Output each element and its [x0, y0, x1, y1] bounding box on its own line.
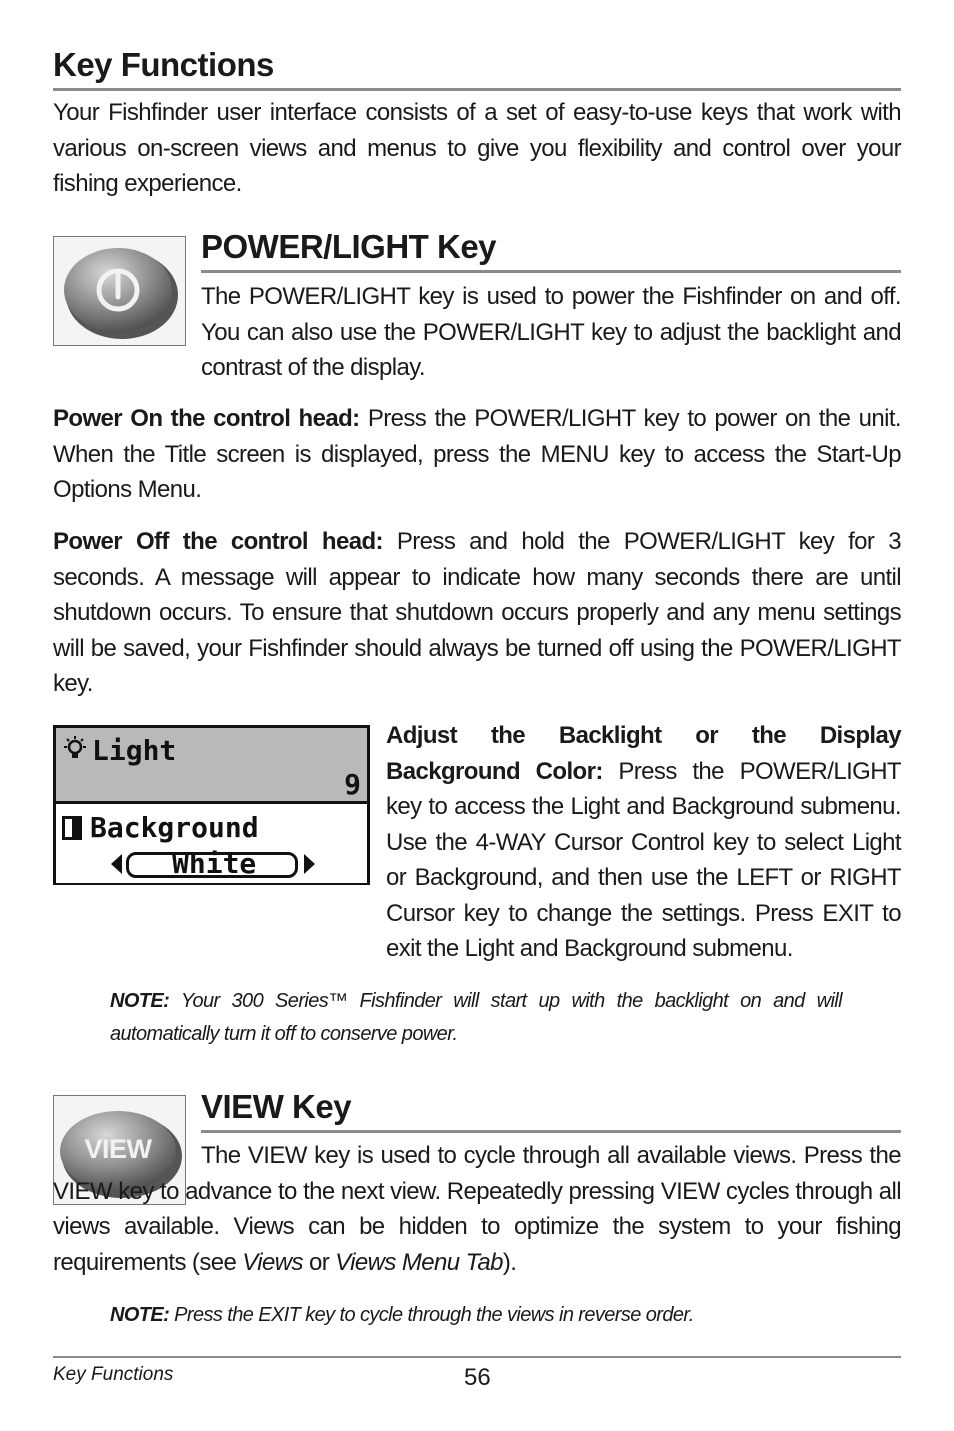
views-menu-tab-reference: Views Menu Tab [335, 1248, 503, 1276]
power-off-label: Power Off the control head: [53, 528, 383, 555]
view-text-c: ). [502, 1248, 517, 1276]
background-label: Background [90, 811, 259, 844]
adjust-text: Press the POWER/LIGHT key to access the Light and Background submenu. Use the 4-WAY Cursor Control key to select Light or Background, and then use the LEFT or RIGHT Cursor key to change the settings. Press EXIT to exit the Light and Background submenu. [386, 757, 901, 962]
title-divider [53, 88, 901, 91]
light-value: 9 [344, 768, 361, 801]
view-key-divider [201, 1130, 901, 1133]
light-label: Light [92, 734, 177, 767]
power-on-text: Press the POWER/LIGHT key to power on the unit. When the Title screen is displayed, press the MENU key to access the Start-Up Options Menu. [53, 405, 902, 503]
power-on-paragraph [53, 401, 901, 508]
view-key-label: VIEW [84, 1134, 152, 1164]
footer-divider [53, 1356, 901, 1358]
views-reference: Views [242, 1248, 303, 1276]
page-title: Key Functions [53, 46, 274, 83]
view-text-a: The VIEW key is used to cycle through all available views. Press the VIEW key to advance to the next view. Repeatedly pressing VIEW cycles through all views available. Views can be hidden to optimize the system to your fishing requirements (see [53, 1142, 901, 1276]
contrast-icon [62, 816, 82, 840]
arrow-right-icon [302, 853, 316, 875]
power-off-text: Press and hold the POWER/LIGHT key for 3 seconds. A message will appear to indicate how many seconds there are until shutdown occurs. To ensure that shutdown occurs properly and any menu settings will be saved, your Fishfinder should always be turned off using the POWER/LIGHT key. [53, 528, 901, 697]
light-background-menu-image [53, 725, 370, 885]
power-on-label: Power On the control head: [53, 405, 360, 432]
background-menu-row [56, 807, 367, 883]
note-label: NOTE: [110, 990, 170, 1012]
backlight-note [110, 985, 842, 1051]
view-key-heading: VIEW Key [201, 1088, 352, 1125]
note-text: Your 300 Series™ Fishfinder will start up with the backlight on and will automatically turn it off to conserve power. [110, 990, 842, 1045]
power-light-divider [201, 270, 901, 273]
power-key-image [53, 236, 186, 346]
view-key-paragraph [53, 1138, 901, 1280]
view-text-b: or [302, 1248, 336, 1276]
view-note-text: Press the EXIT key to cycle through the views in reverse order. [169, 1304, 694, 1326]
adjust-label: Adjust the Backlight or the Display Background Color: [386, 722, 901, 785]
intro-paragraph: Your Fishfinder user interface consists of a set of easy-to-use keys that work with various on-screen views and menus to give you flexibility and control over your fishing experience. [53, 99, 901, 197]
light-menu-row [56, 728, 367, 804]
page-number: 56 [464, 1364, 491, 1391]
power-light-description: The POWER/LIGHT key is used to power the Fishfinder on and off. You can also use the POWER/LIGHT key to adjust the backlight and contrast of the display. [201, 283, 901, 381]
background-value: White [172, 847, 257, 880]
power-light-heading: POWER/LIGHT Key [201, 228, 497, 265]
power-off-paragraph [53, 524, 901, 702]
adjust-backlight-paragraph [386, 718, 901, 967]
power-icon [54, 237, 185, 345]
arrow-left-icon [110, 853, 124, 875]
footer-section-name: Key Functions [53, 1364, 174, 1385]
view-note-label: NOTE: [110, 1304, 170, 1326]
light-bulb-icon [62, 736, 88, 764]
view-note [110, 1299, 900, 1332]
